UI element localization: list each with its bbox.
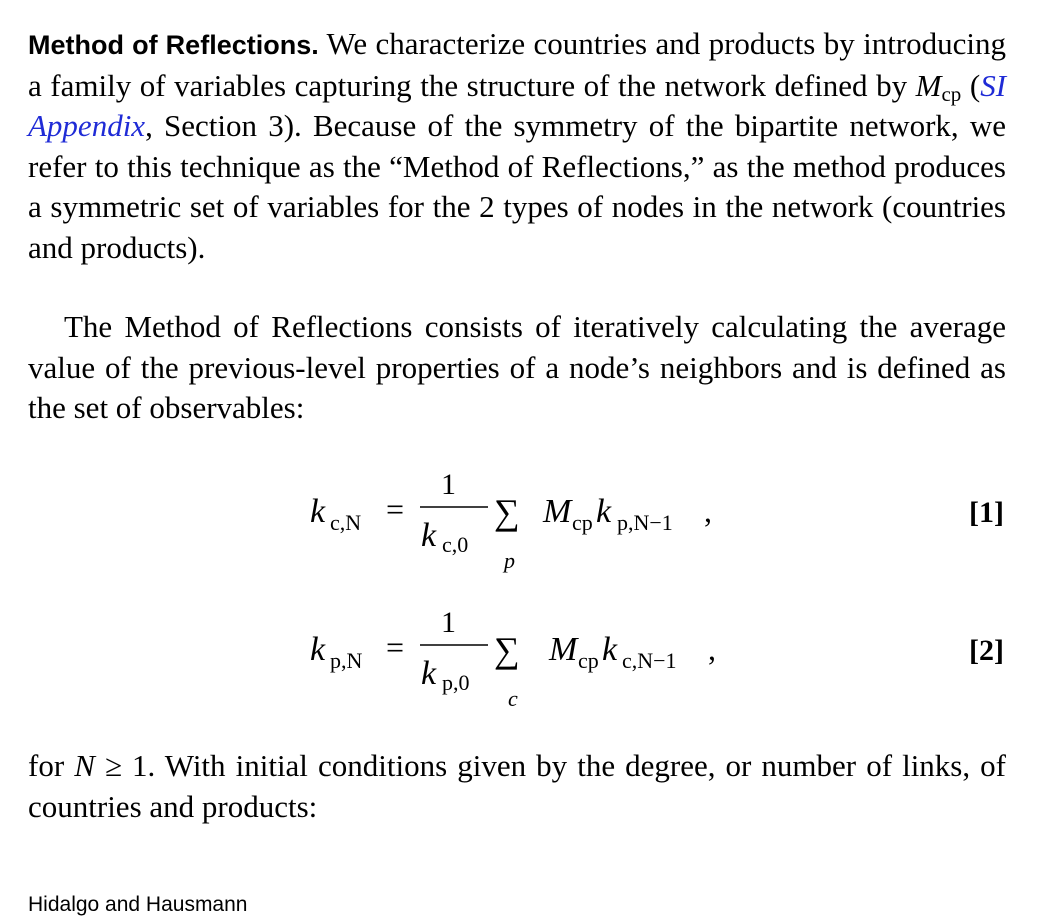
eq1-k-subscript: p,N−1 bbox=[617, 510, 673, 535]
eq2-M: M bbox=[549, 631, 578, 668]
paragraph-text: We characterize countries and products by introducing a family of variables capturing the structure of the network defined by bbox=[28, 26, 1007, 103]
eq2-k-subscript: c,N−1 bbox=[622, 648, 677, 673]
eq2-sum-index: c bbox=[508, 686, 518, 711]
math-symbol-N: N bbox=[74, 748, 95, 783]
eq2-k: k bbox=[602, 631, 618, 668]
paragraph-text: The Method of Reflections consists of iteratively calculating the average value of the previous-level properties of a node’s neighbors and is defined as the set of observables: bbox=[28, 309, 1006, 425]
si-appendix-link[interactable]: SI Appendix bbox=[28, 67, 1007, 143]
paragraph-definition bbox=[28, 307, 1006, 429]
eq1-M-subscript: cp bbox=[572, 510, 593, 535]
eq1-k: k bbox=[596, 493, 612, 530]
eq2-M-subscript: cp bbox=[578, 648, 599, 673]
paragraph-method-of-reflections bbox=[28, 24, 1006, 268]
eq1-equals: = bbox=[386, 491, 405, 527]
eq1-comma: , bbox=[704, 493, 712, 529]
eq2-equals: = bbox=[386, 629, 405, 665]
eq1-den-subscript: c,0 bbox=[442, 532, 469, 557]
eq2-sigma: ∑ bbox=[494, 630, 520, 670]
equation-1-graphic bbox=[0, 460, 1040, 580]
eq2-numerator: 1 bbox=[441, 606, 456, 639]
eq2-den-subscript: p,0 bbox=[442, 670, 470, 695]
eq2-comma: , bbox=[708, 631, 716, 667]
eq1-numerator: 1 bbox=[441, 468, 456, 501]
paren-open: ( bbox=[969, 67, 981, 103]
eq1-den-k: k bbox=[421, 517, 437, 554]
equation-1 bbox=[0, 460, 1040, 580]
math-symbol-M: M bbox=[915, 67, 942, 103]
paragraph-text: , Section 3). Because of the symmetry of the bipartite network, we refer to this technique as the “Method of Reflections,” as the method produces a symmetric set of variables for the 2 types of nodes in the network (countries and products). bbox=[28, 108, 1006, 265]
eq2-lhs-k: k bbox=[310, 631, 326, 668]
eq1-sum-index: p bbox=[504, 548, 515, 573]
paragraph-text: ≥ 1. With initial conditions given by the degree, or number of links, of countries and products: bbox=[28, 748, 1006, 824]
equation-2-number: [2] bbox=[969, 634, 1004, 667]
equation-1-number: [1] bbox=[969, 496, 1004, 529]
eq1-M: M bbox=[543, 493, 572, 530]
paragraph-text: for bbox=[28, 748, 65, 783]
equation-2-graphic bbox=[0, 596, 1040, 716]
run-in-heading: Method of Reflections. bbox=[28, 30, 319, 60]
footer-authors: Hidalgo and Hausmann bbox=[28, 893, 248, 916]
math-subscript: cp bbox=[941, 81, 962, 106]
eq2-den-k: k bbox=[421, 655, 437, 692]
equation-2 bbox=[0, 596, 1040, 716]
paragraph-initial-conditions bbox=[28, 746, 1006, 827]
eq2-lhs-subscript: p,N bbox=[330, 648, 363, 673]
eq1-lhs-k: k bbox=[310, 493, 326, 530]
eq1-sigma: ∑ bbox=[494, 492, 520, 532]
eq1-lhs-subscript: c,N bbox=[330, 510, 362, 535]
